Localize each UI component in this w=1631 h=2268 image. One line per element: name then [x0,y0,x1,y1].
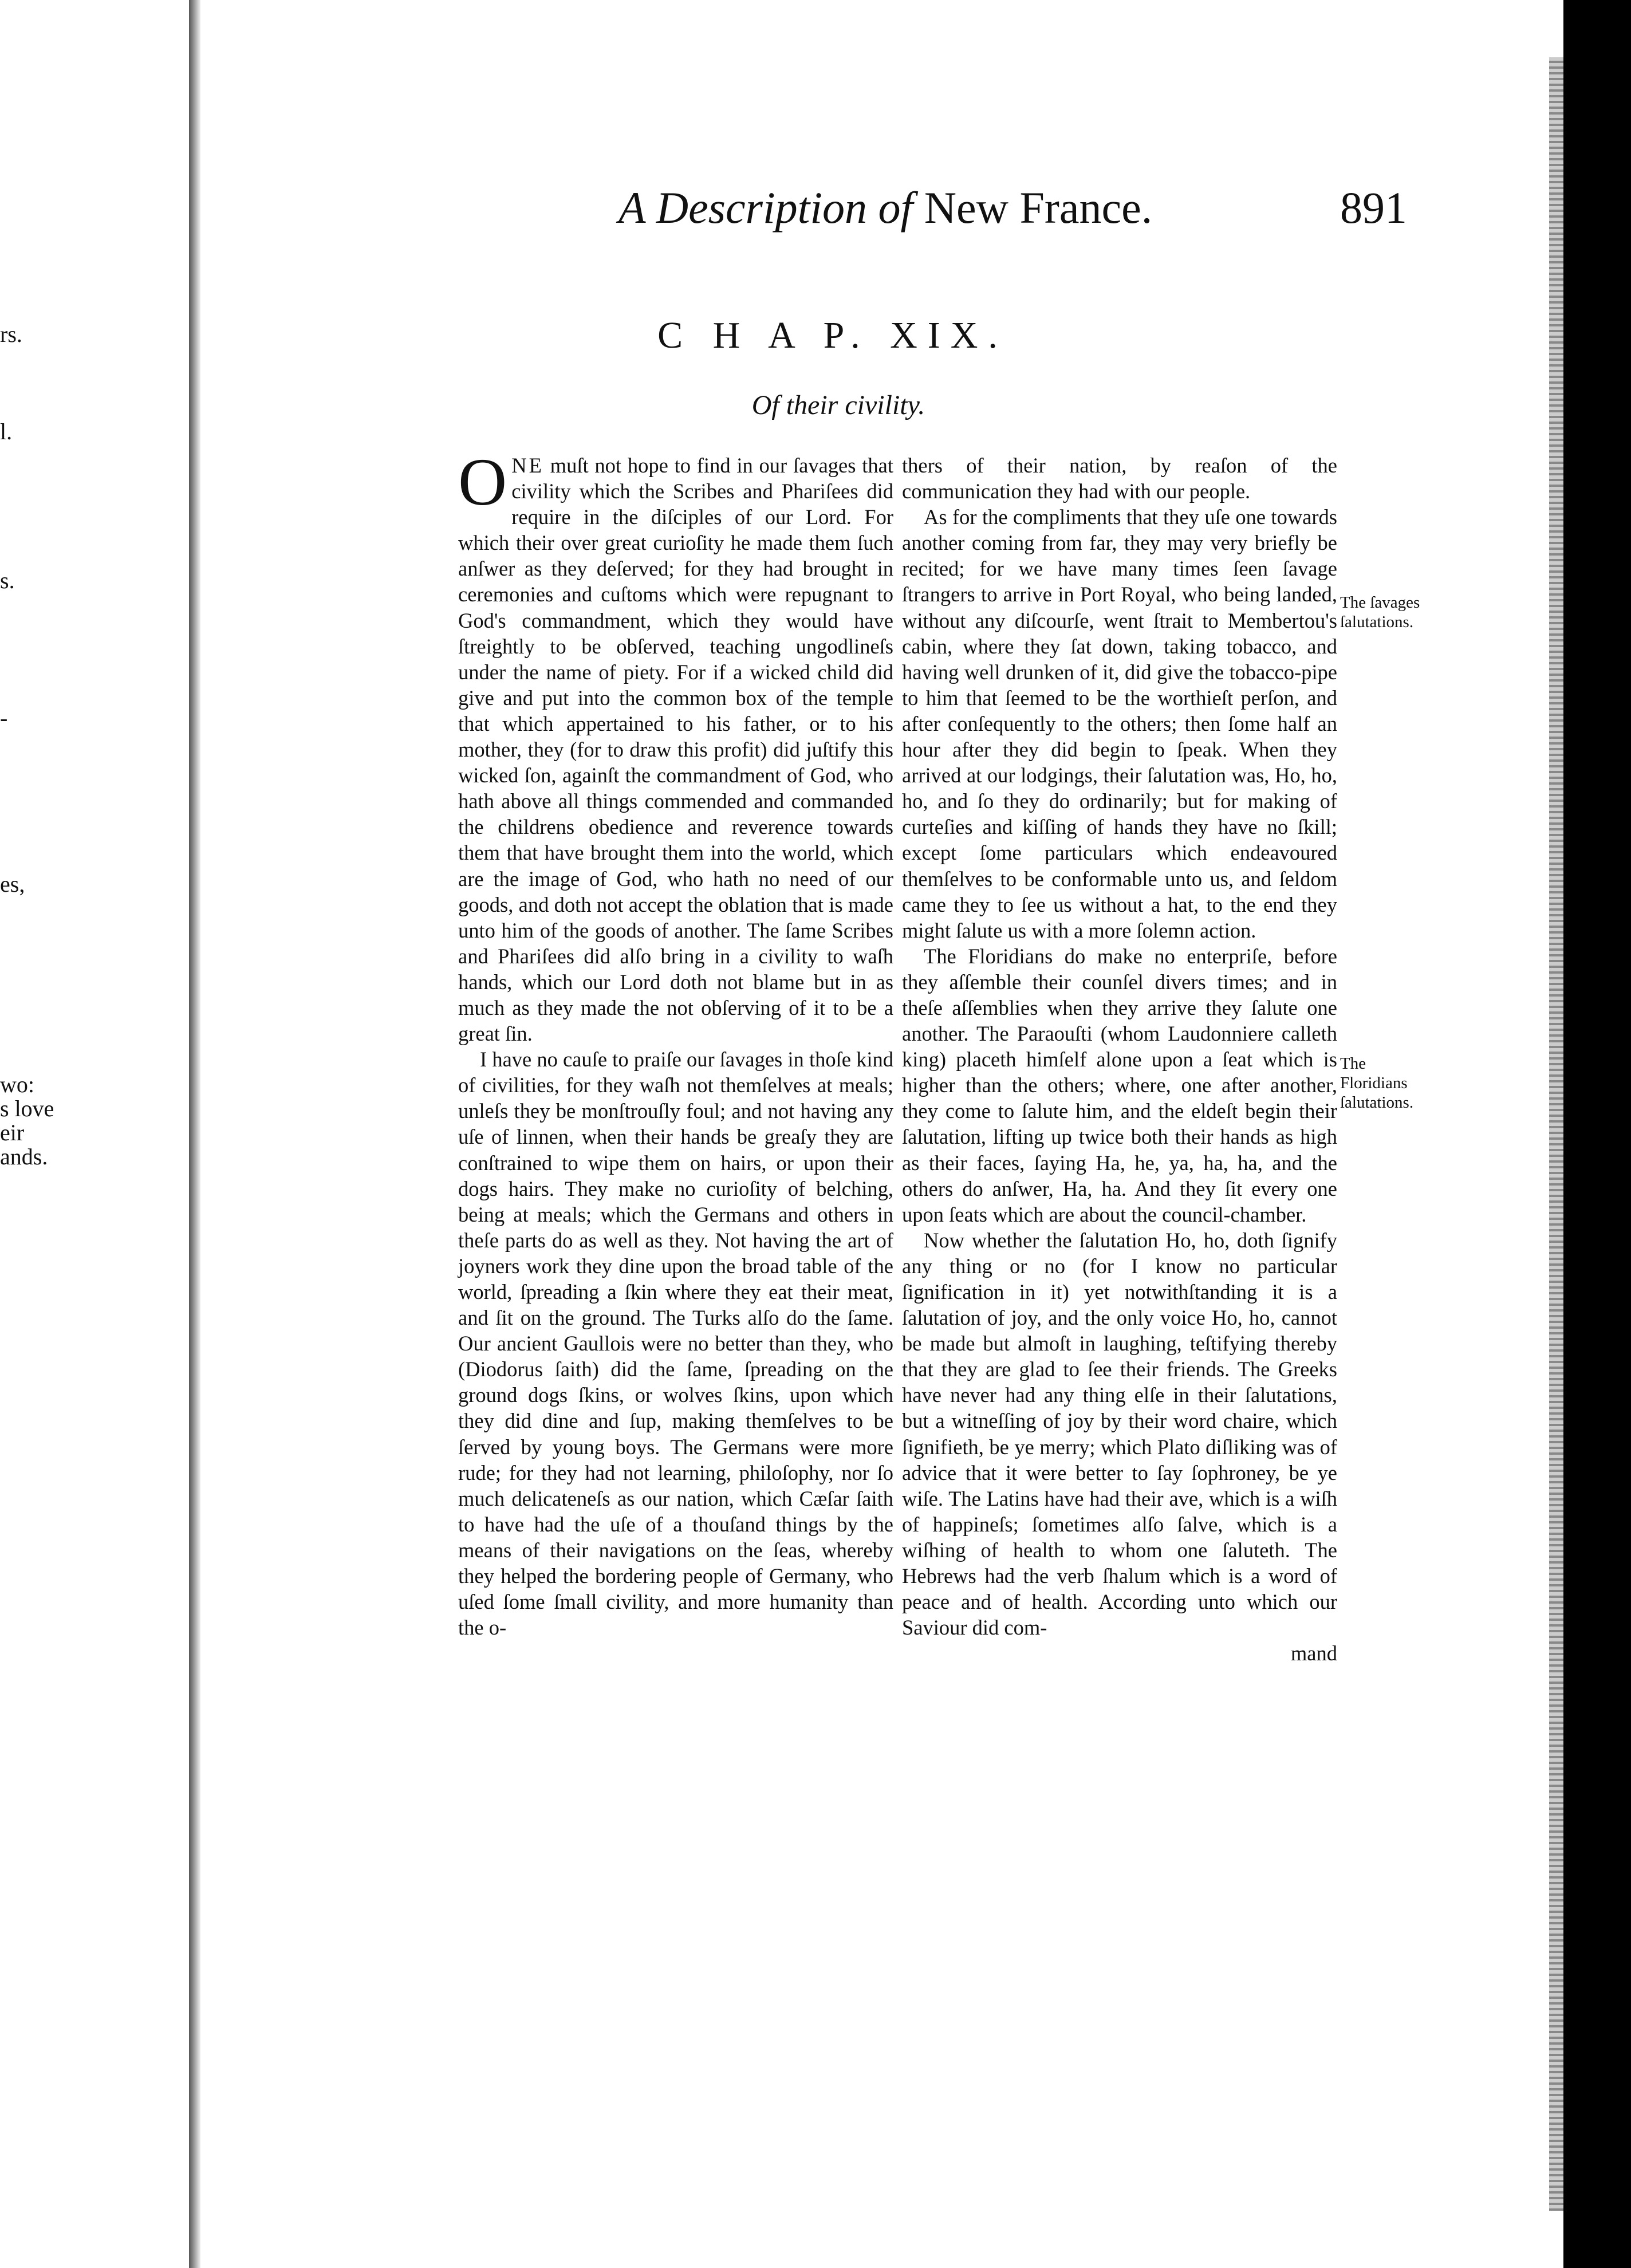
paragraph: thers of their nation, by reaſon of the communication they had with our people. [902,454,1337,503]
left-page-fragment: - [0,705,8,731]
left-page-fragment: wo: [0,1072,34,1097]
running-head-roman: New France. [924,183,1153,233]
text-column-left [458,444,893,1640]
left-page-fragment: eir [0,1120,25,1145]
paragraph-text: muſt not hope to find in our ſavages that civility which the Scribes and Phariſees did require in the diſciples of our Lord. For which their over great curioſity he made them ſuch anſwer as they deſerved; for they had brought in ceremonies and cuſtoms which were repugnant to God's commandment, which they would have ſtreightly to be obſerved, teaching ungodlineſs under the name of piety. For if a wicked child did give and put into the common box of the temple that which appertained to his father, or to his mother, they (for to draw this profit) did juſtify this wicked ſon, againſt the commandment of God, who hath above all things commended and commanded the childrens obedience and reverence towards them that have brought them into the world, which are the image of God, who hath no need of our goods, and doth not accept the oblation that is made unto him of the goods of another. The ſame Scribes and Phariſees did alſo bring in a civility to waſh hands, which our Lord doth not blame but in as much as they made the not obſerving of it to be a great ſin. [458,454,893,1046]
paragraph: Now whether the ſalutation Ho, ho, doth ſignify any thing or no (for I know no particular ſignification in it) yet notwithſtanding it is a ſalutation of joy, and the only voice Ho, ho, cannot be made but almoſt in laughing, teſtifying thereby that they are glad to ſee their friends. The Greeks have never had any thing elſe in their ſalutations, but a witneſſing of joy by their word chaire, which ſignifieth, be ye merry; which Plato diſliking was of advice that it were better to ſay ſophroney, be ye wiſe. The Latins have had their ave, which is a wiſh of happineſs; ſometimes alſo ſalve, which is a wiſhing of health to whom one ſaluteth. The Hebrews had the verb ſhalum which is a word of peace and of health. According unto which our Saviour did com- [902,1228,1337,1640]
left-page-fragment: s love [0,1096,54,1121]
small-caps-lead: NE [511,454,544,477]
catchword: mand [1290,1641,1337,1665]
chapter-title: Of their civility. [751,390,925,420]
drop-cap: O [458,444,507,519]
paragraph: The Floridians do make no enterpriſe, before they aſſemble their counſel divers times; and in theſe aſſemblies when they arrive they ſalute one another. The Paraouſti (whom Laudonniere calleth king) placeth himſelf alone upon a ſeat which is higher than the others; where, one after another, they come to ſalute him, and the eldeſt begin their ſalutation, lifting up twice both their hands as high as their faces, ſaying Ha, he, ya, ha, ha, and the others do anſwer, Ha, ha. And they ſit every one upon ſeats which are about the council-chamber. [902,944,1337,1226]
page-edge-strip [1549,57,1563,2211]
left-page-fragment: l. [0,419,13,444]
chapter-number: C H A P. XIX. [657,314,1008,356]
marginal-note: The Floridians ſalutations. [1340,1054,1414,1112]
left-page-fragment: rs. [0,321,22,347]
page-number: 891 [1340,183,1407,233]
marginal-note: The ſavages ſalutations. [1340,593,1420,631]
running-head [618,182,1152,234]
text-column-right [902,452,1337,1666]
paragraph [458,444,893,1046]
left-page-fragment: s. [0,568,15,593]
paragraph: I have no cauſe to praiſe our ſavages in thoſe kind of civilities, for they waſh not themſelves at meals; unleſs they be monſtrouſly foul; and not having any uſe of linnen, when their hands be greaſy they are conſtrained to wipe them on hairs, or upon their dogs hairs. They make no curioſity of belching, being at meals; which the Germans and others in theſe parts do as well as they. Not having the art of joyners work they dine upon the broad table of the world, ſpreading a ſkin where they eat their meat, and ſit on the ground. The Turks alſo do the ſame. Our ancient Gaullois were no better than they, who (Diodorus ſaith) did the ſame, ſpreading on the ground dogs ſkins, or wolves ſkins, upon which they did dine and ſup, making themſelves to be ſerved by young boys. The Germans were more rude; for they had not learning, philoſophy, nor ſo much delicateneſs as our nation, which Cæſar ſaith to have had the uſe of a thouſand things by the means of their navigations on the ſeas, whereby they helped the bordering people of Germany, who uſed ſome ſmall civility, and more humanity than the o- [458,1048,893,1640]
left-page-fragment: ands. [0,1144,48,1170]
running-head-italic: A Description of [618,183,913,233]
paragraph: As for the compliments that they uſe one towards another coming from far, they may very briefly be recited; for we have many times ſeen ſavage ſtrangers to arrive in Port Royal, who being landed, without any diſcourſe, went ſtrait to Membertou's cabin, where they ſat down, taking tobacco, and having well drunken of it, did give the tobacco-pipe to him that ſeemed to be the worthieſt perſon, and after conſequently to the others; then ſome half an hour after they did begin to ſpeak. When they arrived at our lodgings, their ſalutation was, Ho, ho, ho, and ſo they do ordinarily; but for making of curteſies and kiſſing of hands they have no ſkill; except ſome particulars which endeavoured themſelves to be conformable unto us, and ſeldom came they to ſee us without a hat, to the end they might ſalute us with a more ſolemn action. [902,505,1337,942]
left-page-fragment: es, [0,871,25,897]
